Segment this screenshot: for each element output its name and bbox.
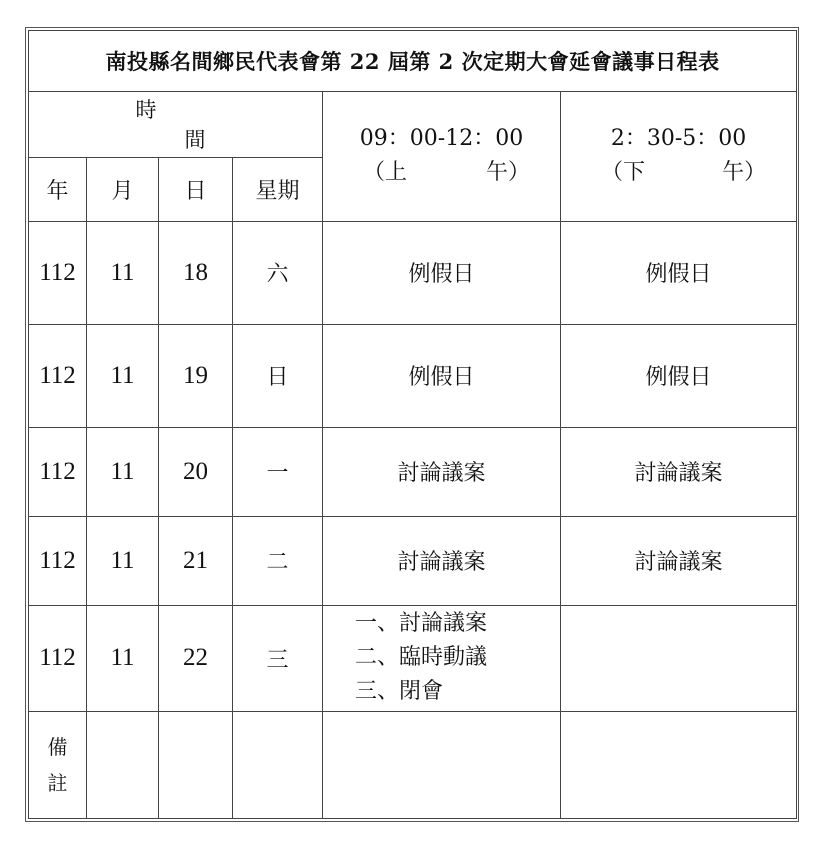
table-row [29,605,797,711]
header-row-1 [29,91,797,158]
year-cell: 112 [29,427,87,516]
am-cell: 討論議案 [323,516,561,605]
weekday-cell: 三 [233,605,323,711]
remarks-label-line1: 備 [47,734,68,759]
day-cell: 21 [159,516,233,605]
schedule-table [28,30,797,819]
table-row [29,427,797,516]
title-row [29,31,797,92]
time-header-left: 時 [135,98,157,123]
month-cell: 11 [87,324,159,427]
day-cell: 19 [159,324,233,427]
weekday-cell: 六 [233,221,323,324]
pm-paren-close: 午） [722,160,767,186]
year-cell: 112 [29,324,87,427]
pm-cell: 例假日 [561,324,797,427]
weekday-cell: 日 [233,324,323,427]
remarks-empty-cell [233,711,323,818]
am-agenda-list [323,605,561,711]
day-cell: 18 [159,221,233,324]
am-paren-close: 午） [485,160,530,186]
remarks-empty-cell [561,711,797,818]
pm-cell: 例假日 [561,221,797,324]
day-cell: 22 [159,605,233,711]
table-row [29,324,797,427]
morning-session-header [323,91,561,221]
col-year-header: 年 [29,158,87,222]
am-paren-open: （上 [363,160,408,186]
remarks-row [29,711,797,818]
remarks-empty-cell [323,711,561,818]
col-day-header: 日 [159,158,233,222]
am-cell: 例假日 [323,221,561,324]
pm-range: 2：30-5：00 [610,126,747,152]
col-weekday-header: 星期 [233,158,323,222]
day-cell: 20 [159,427,233,516]
table-row [29,221,797,324]
time-header-right: 間 [184,128,206,153]
pm-cell: 討論議案 [561,427,797,516]
remarks-label-line2: 註 [47,770,68,795]
pm-paren-open: （下 [601,160,646,186]
month-cell: 11 [87,605,159,711]
col-month-header: 月 [87,158,159,222]
table-row [29,516,797,605]
agenda-item: 二、臨時動議 [355,645,488,671]
schedule-frame [25,27,799,822]
year-cell: 112 [29,221,87,324]
remarks-label [29,711,87,818]
afternoon-session-header [561,91,797,221]
weekday-cell: 二 [233,516,323,605]
agenda-item: 三、閉會 [355,679,444,705]
pm-cell: 討論議案 [561,516,797,605]
am-cell: 討論議案 [323,427,561,516]
document-title: 南投縣名間鄉民代表會第 22 屆第 2 次定期大會延會議事日程表 [29,31,797,92]
month-cell: 11 [87,427,159,516]
year-cell: 112 [29,516,87,605]
am-cell: 例假日 [323,324,561,427]
am-range: 09：00-12：00 [359,126,524,152]
month-cell: 11 [87,516,159,605]
remarks-empty-cell [159,711,233,818]
year-cell: 112 [29,605,87,711]
month-cell: 11 [87,221,159,324]
weekday-cell: 一 [233,427,323,516]
time-header [29,91,323,158]
pm-cell [561,605,797,711]
remarks-empty-cell [87,711,159,818]
agenda-item: 一、討論議案 [355,611,488,637]
